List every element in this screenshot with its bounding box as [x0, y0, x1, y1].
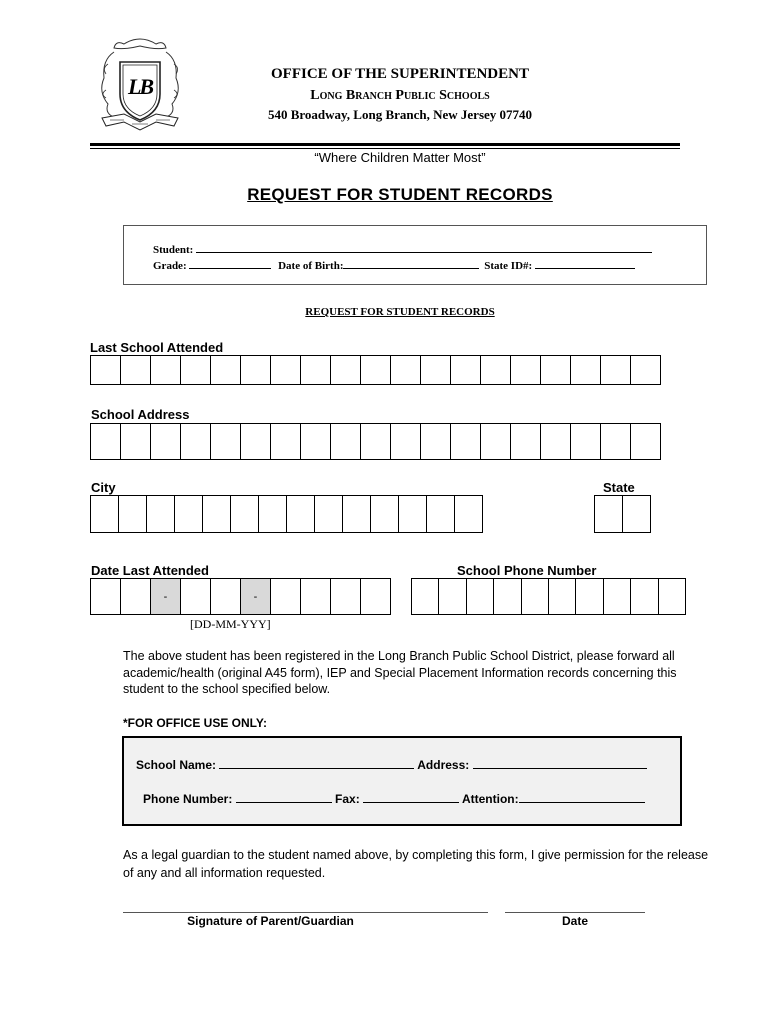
office-fax-label: Fax:: [335, 792, 360, 806]
char-box[interactable]: [343, 495, 371, 533]
day-box[interactable]: [121, 578, 151, 615]
year-box[interactable]: [271, 578, 301, 615]
office-heading: OFFICE OF THE SUPERINTENDENT: [271, 66, 529, 82]
office-school-name-label: School Name:: [136, 758, 217, 772]
char-box[interactable]: [421, 423, 451, 460]
digit-box[interactable]: [522, 578, 549, 615]
digit-box[interactable]: [494, 578, 521, 615]
month-box[interactable]: [211, 578, 241, 615]
student-name-field[interactable]: [196, 242, 652, 253]
last-school-label: Last School Attended: [90, 340, 224, 355]
digit-box[interactable]: [631, 578, 658, 615]
month-box[interactable]: [181, 578, 211, 615]
char-box[interactable]: [541, 355, 571, 385]
office-address-field[interactable]: [473, 758, 647, 769]
year-box[interactable]: [301, 578, 331, 615]
digit-box[interactable]: [659, 578, 686, 615]
char-box[interactable]: [361, 355, 391, 385]
char-box[interactable]: [571, 423, 601, 460]
char-box[interactable]: [421, 355, 451, 385]
char-box[interactable]: [147, 495, 175, 533]
char-box[interactable]: [91, 355, 121, 385]
char-box[interactable]: [241, 423, 271, 460]
school-address-grid[interactable]: [90, 423, 661, 460]
district-motto: “Where Children Matter Most”: [314, 150, 486, 165]
char-box[interactable]: [301, 423, 331, 460]
char-box[interactable]: [511, 355, 541, 385]
char-box[interactable]: [601, 355, 631, 385]
school-phone-grid[interactable]: [411, 578, 686, 615]
dob-label: Date of Birth:: [278, 260, 344, 272]
state-id-label: State ID#:: [484, 260, 533, 272]
date-signed-line[interactable]: [505, 900, 645, 913]
char-box[interactable]: [571, 355, 601, 385]
registration-notice: The above student has been registered in the Long Branch Public School District, please forward all academic/health (original A45 form), IEP and Special Placement Information records concerning this student to the school specified below.: [123, 649, 677, 696]
char-box[interactable]: [241, 355, 271, 385]
school-address-label: School Address: [91, 407, 190, 422]
student-line: [153, 242, 652, 256]
char-box[interactable]: [203, 495, 231, 533]
signature-line[interactable]: [123, 900, 488, 913]
grade-dob-line: [153, 258, 635, 272]
char-box[interactable]: [121, 423, 151, 460]
state-label: State: [603, 480, 635, 495]
digit-box[interactable]: [439, 578, 466, 615]
date-signed-label: Date: [561, 914, 588, 928]
office-phone-field[interactable]: [236, 792, 332, 803]
office-use-heading: *FOR OFFICE USE ONLY:: [123, 716, 268, 730]
char-box[interactable]: [623, 495, 651, 533]
grade-label: Grade:: [153, 260, 187, 272]
char-box[interactable]: [175, 495, 203, 533]
char-box[interactable]: [631, 355, 661, 385]
last-school-grid[interactable]: [90, 355, 661, 385]
header-divider: [90, 143, 680, 146]
char-box[interactable]: [595, 495, 623, 533]
char-box[interactable]: [271, 355, 301, 385]
office-phone-label: Phone Number:: [143, 792, 233, 806]
char-box[interactable]: [541, 423, 571, 460]
state-id-field[interactable]: [535, 258, 635, 269]
char-box[interactable]: [391, 355, 421, 385]
date-last-attended-grid[interactable]: [90, 578, 391, 615]
district-name: Long Branch Public Schools: [310, 88, 490, 103]
char-box[interactable]: [151, 355, 181, 385]
char-box[interactable]: [151, 423, 181, 460]
char-box[interactable]: [631, 423, 661, 460]
char-box[interactable]: [211, 355, 241, 385]
date-format-hint: [DD-MM-YYY]: [190, 617, 271, 631]
consent-statement: As a legal guardian to the student named above, by completing this form, I give permission for the release of any and all information requested.: [123, 848, 709, 880]
char-box[interactable]: [361, 423, 391, 460]
office-use-box: [122, 736, 682, 826]
char-box[interactable]: [259, 495, 287, 533]
char-box[interactable]: [601, 423, 631, 460]
char-box[interactable]: [481, 355, 511, 385]
char-box[interactable]: [315, 495, 343, 533]
char-box[interactable]: [451, 423, 481, 460]
city-grid[interactable]: [90, 495, 483, 533]
date-separator-box: -: [151, 578, 181, 615]
char-box[interactable]: [331, 355, 361, 385]
form-title: REQUEST FOR STUDENT RECORDS: [247, 185, 553, 204]
digit-box[interactable]: [412, 578, 439, 615]
office-attention-field[interactable]: [519, 792, 645, 803]
char-box[interactable]: [331, 423, 361, 460]
year-box[interactable]: [331, 578, 361, 615]
char-box[interactable]: [511, 423, 541, 460]
char-box[interactable]: [399, 495, 427, 533]
day-box[interactable]: [91, 578, 121, 615]
district-address: 540 Broadway, Long Branch, New Jersey 07740: [267, 107, 533, 122]
digit-box[interactable]: [604, 578, 631, 615]
char-box[interactable]: [451, 355, 481, 385]
office-address-label: Address:: [417, 758, 470, 772]
char-box[interactable]: [181, 423, 211, 460]
char-box[interactable]: [181, 355, 211, 385]
char-box[interactable]: [121, 355, 151, 385]
char-box[interactable]: [301, 355, 331, 385]
city-label: City: [91, 480, 116, 495]
crest-initials: LB: [127, 74, 153, 99]
char-box[interactable]: [481, 423, 511, 460]
date-last-attended-label: Date Last Attended: [91, 563, 209, 578]
student-info-box: [123, 225, 707, 285]
student-label: Student:: [153, 244, 194, 256]
digit-box[interactable]: [549, 578, 576, 615]
school-phone-label: School Phone Number: [457, 563, 597, 578]
char-box[interactable]: [455, 495, 483, 533]
char-box[interactable]: [287, 495, 315, 533]
char-box[interactable]: [91, 423, 121, 460]
signature-label: Signature of Parent/Guardian: [187, 914, 354, 928]
office-school-line: [136, 758, 647, 772]
char-box[interactable]: [211, 423, 241, 460]
char-box[interactable]: [391, 423, 421, 460]
char-box[interactable]: [231, 495, 259, 533]
office-school-name-field[interactable]: [219, 758, 414, 769]
date-separator-box: -: [241, 578, 271, 615]
state-grid[interactable]: [594, 495, 651, 533]
dob-field[interactable]: [343, 258, 479, 269]
digit-box[interactable]: [576, 578, 603, 615]
office-attention-label: Attention:: [461, 792, 519, 806]
char-box[interactable]: [371, 495, 399, 533]
char-box[interactable]: [271, 423, 301, 460]
char-box[interactable]: [119, 495, 147, 533]
grade-field[interactable]: [189, 258, 271, 269]
office-fax-field[interactable]: [363, 792, 459, 803]
char-box[interactable]: [91, 495, 119, 533]
year-box[interactable]: [361, 578, 391, 615]
header-divider-thin: [90, 148, 680, 149]
char-box[interactable]: [427, 495, 455, 533]
office-phone-line: [143, 792, 645, 806]
digit-box[interactable]: [467, 578, 494, 615]
form-subtitle: REQUEST FOR STUDENT RECORDS: [305, 306, 495, 318]
